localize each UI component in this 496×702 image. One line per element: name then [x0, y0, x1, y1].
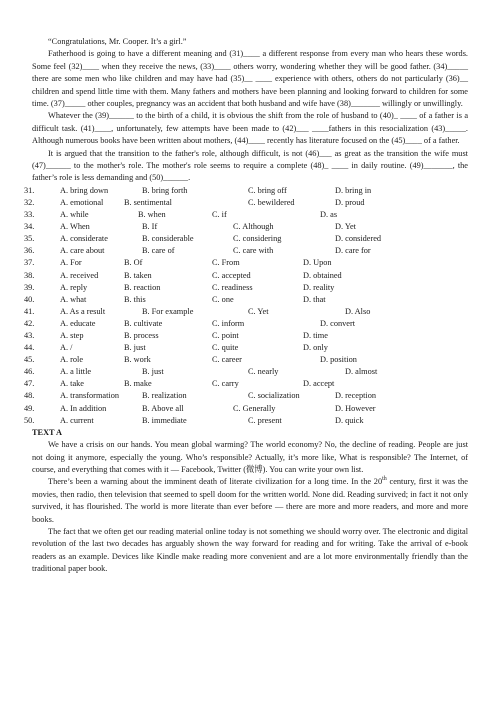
question-number: 49.	[24, 403, 35, 413]
option-a: A. emotional	[60, 197, 104, 207]
option-a: A. reply	[60, 282, 88, 292]
opening-quote: “Congratulations, Mr. Cooper. It’s a girl.”	[48, 37, 187, 46]
question-number: 47.	[24, 379, 35, 389]
option-a: A. For	[60, 258, 82, 268]
option-row	[24, 318, 468, 330]
option-a: A. In addition	[60, 403, 107, 413]
option-row	[24, 378, 468, 390]
question-number: 37.	[24, 258, 35, 268]
option-b: B. bring forth	[142, 185, 188, 195]
option-b: B. work	[124, 355, 151, 365]
text-a-p2-start: There’s been a warning about the imminent death of literate civilization for a long time. In the 20	[48, 477, 383, 487]
option-c: C. carry	[212, 379, 239, 389]
passage-paragraph: It is argued that the transition to the father's role, although difficult, is not (46)___ as great as the transition the wife must (47)______ to the mother's role. The mother's role seems to require a complete (48)_ ____ in daily routine. (49)_______, the father’s role is less demanding and (50)______.	[32, 148, 468, 183]
option-b: B. when	[138, 210, 166, 220]
text-a-paragraph	[32, 476, 468, 526]
option-a: A. a little	[60, 367, 92, 377]
option-b: B. Of	[124, 258, 143, 268]
option-d: D. reality	[303, 282, 335, 292]
option-c: C. inform	[212, 318, 245, 328]
option-d: D. However	[335, 403, 376, 413]
option-b: B. taken	[124, 270, 152, 280]
option-b: B. just	[142, 367, 164, 377]
text-a-paragraph: We have a crisis on our hands. You mean global warming? The world economy? No, the decline of reading. People are just not doing it anymore, especially the young. Who’s responsible? Actually, it’s more like, What is responsible? The Internet, of course, and everything that comes with it — Facebook, Twitter (微博). You can write your own list.	[32, 440, 468, 474]
option-b: B. sentimental	[124, 197, 172, 207]
option-c: C. socialization	[248, 391, 300, 401]
question-number: 34.	[24, 222, 35, 232]
option-a: A. take	[60, 379, 84, 389]
text-a-p2-end: century, first it was the movies, then radio, then television that seemed to spell doom for the written world. None did. Reading survived; in fact it not only survived, it has flourished. The world is more literate than ever before — there are more and more readers, and more and more books.	[32, 477, 468, 524]
question-number: 36.	[24, 246, 35, 256]
question-number: 42.	[24, 318, 35, 328]
option-b: B. care of	[142, 246, 175, 256]
option-d: D. accept	[303, 379, 335, 389]
option-d: D. almost	[345, 367, 378, 377]
option-d: D. bring in	[335, 185, 372, 195]
option-c: C. bewildered	[248, 197, 295, 207]
option-d: D. that	[303, 294, 326, 304]
option-d: D. Upon	[303, 258, 332, 268]
option-d: D. care for	[335, 246, 371, 256]
question-number: 31.	[24, 185, 35, 195]
option-c: C. accepted	[212, 270, 251, 280]
option-row	[24, 415, 468, 427]
question-number: 40.	[24, 294, 35, 304]
option-row	[24, 185, 468, 197]
option-row	[24, 257, 468, 269]
option-row	[24, 403, 468, 415]
option-row	[24, 294, 468, 306]
question-number: 43.	[24, 331, 35, 340]
passage-paragraph: Fatherhood is going to have a different meaning and (31)____ a different response from every man who hears these words. Some feel (32)____ when they receive the news, (33)____ others worry, wondering whether they will be good father. (34)_____ there are some men who like children and may have had (35)__ ____ experience with others, others do not particularly (36)__ children and spend little time with them. Many fathers and mothers have been planning and looking forward to children for some time. (37)_____ other couples, pregnancy was an accident that both husband and wife have (38)_______ willingly or unwillingly.	[32, 49, 468, 109]
option-c: C. if	[212, 210, 227, 220]
question-number: 32.	[24, 197, 35, 207]
option-row	[24, 306, 468, 318]
option-a: A. what	[60, 294, 87, 304]
option-d: D. considered	[335, 234, 382, 244]
option-row	[24, 354, 468, 366]
option-a: A. When	[60, 222, 90, 232]
option-a: A. received	[60, 270, 99, 280]
option-b: B. process	[124, 331, 159, 340]
option-a: A. role	[60, 355, 84, 365]
option-d: D. reception	[335, 391, 377, 401]
question-number: 39.	[24, 282, 35, 292]
option-row	[24, 270, 468, 282]
option-b: B. this	[124, 294, 146, 304]
option-c: C. readiness	[212, 282, 253, 292]
option-c: C. From	[212, 258, 240, 268]
section-title: TEXT A	[32, 427, 63, 437]
option-b: B. make	[124, 379, 152, 389]
question-number: 44.	[24, 343, 35, 353]
option-c: C. considering	[233, 234, 282, 244]
option-row	[24, 366, 468, 378]
option-c: C. Yet	[248, 306, 269, 316]
option-b: B. considerable	[142, 234, 194, 244]
option-b: B. realization	[142, 391, 187, 401]
option-c: C. career	[212, 355, 242, 365]
question-number: 35.	[24, 234, 35, 244]
passage-paragraph: Whatever the (39)______ to the birth of a child, it is obvious the shift from the role of husband to (40)_ ____ of a father is a difficult task. (41)____, unfortunately, few attempts have been made to (42)___ ____fathers in this resocialization (43)_____. Although numerous books have been written about mothers, (44)____ recently has literature focused on the (45)____ of a father.	[32, 111, 468, 146]
option-a: A. bring down	[60, 185, 109, 195]
option-a: A. educate	[60, 318, 96, 328]
option-b: B. For example	[142, 306, 194, 316]
option-b: B. If	[142, 222, 158, 232]
option-c: C. bring off	[248, 185, 287, 195]
option-b: B. just	[124, 343, 146, 353]
ordinal-suffix: th	[382, 476, 387, 483]
option-d: D. as	[320, 210, 338, 220]
option-a: A. considerate	[60, 234, 108, 244]
option-c: C. one	[212, 294, 234, 304]
question-number: 33.	[24, 210, 35, 220]
text-a-paragraph: The fact that we often get our reading material online today is not something we should worry over. The electronic and digital revolution of the last two decades has arguably shown the way forward for reading and for writing. Take the arrival of e-book readers as an example. Devices like Kindle make reading more convenient and are a lot more environmentally friendly than the traditional paper book.	[32, 527, 468, 574]
option-row	[24, 282, 468, 294]
option-a: A. transformation	[60, 391, 119, 401]
option-c: C. point	[212, 331, 239, 340]
option-c: C. care with	[233, 246, 274, 256]
option-row	[24, 197, 468, 209]
option-row	[24, 330, 468, 342]
option-c: C. Generally	[233, 403, 276, 413]
question-number: 48.	[24, 391, 35, 401]
option-row	[24, 245, 468, 257]
answer-options	[24, 185, 468, 427]
option-d: D. quick	[335, 415, 364, 425]
question-number: 41.	[24, 306, 35, 316]
option-row	[24, 342, 468, 354]
option-d: D. convert	[320, 318, 356, 328]
option-b: B. Above all	[142, 403, 184, 413]
option-row	[24, 390, 468, 402]
option-c: C. Although	[233, 222, 274, 232]
option-c: C. present	[248, 415, 282, 425]
option-c: C. quite	[212, 343, 239, 353]
option-row	[24, 233, 468, 245]
question-number: 46.	[24, 367, 35, 377]
option-a: A. current	[60, 415, 94, 425]
question-number: 45.	[24, 355, 35, 365]
option-d: D. time	[303, 331, 328, 340]
option-a: A. care about	[60, 246, 105, 256]
option-row	[24, 209, 468, 221]
option-a: A. step	[60, 331, 84, 340]
option-d: D. only	[303, 343, 328, 353]
option-a: A. /	[60, 343, 73, 353]
option-b: B. cultivate	[124, 318, 163, 328]
option-d: D. proud	[335, 197, 365, 207]
question-number: 38.	[24, 270, 35, 280]
option-c: C. nearly	[248, 367, 279, 377]
question-number: 50.	[24, 415, 35, 425]
option-b: B. immediate	[142, 415, 187, 425]
option-d: D. Also	[345, 306, 371, 316]
option-a: A. As a result	[60, 306, 106, 316]
option-d: D. Yet	[335, 222, 356, 232]
option-row	[24, 221, 468, 233]
option-d: D. position	[320, 355, 357, 365]
option-b: B. reaction	[124, 282, 161, 292]
option-a: A. while	[60, 210, 89, 220]
option-d: D. obtained	[303, 270, 342, 280]
